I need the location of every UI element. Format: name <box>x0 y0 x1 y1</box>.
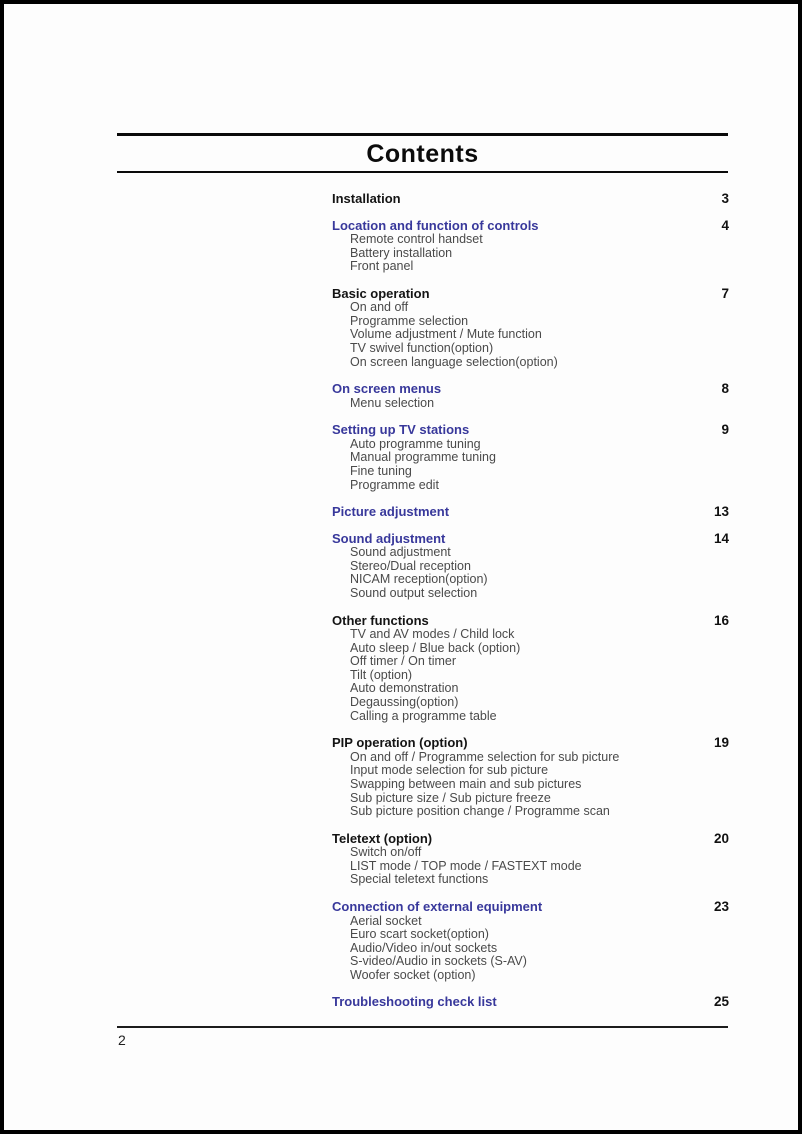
toc-entry <box>332 532 729 546</box>
toc-subitem: NICAM reception(option) <box>350 572 488 587</box>
toc-entry-title: Basic operation <box>332 285 430 301</box>
toc-entry <box>332 736 729 750</box>
toc-section <box>332 423 729 492</box>
toc-subitem: Programme selection <box>350 313 469 328</box>
toc-subitem-list <box>350 751 729 819</box>
toc-entry-title: Troubleshooting check list <box>332 994 497 1010</box>
toc-entry-page-number: 20 <box>713 830 729 846</box>
toc-entry-page-number: 23 <box>713 899 729 914</box>
toc-section <box>332 192 729 206</box>
toc-entry-title: On screen menus <box>332 381 442 397</box>
toc-subitem: On and off / Programme selection for sub picture <box>350 749 620 764</box>
toc-subitem: Aerial socket <box>350 913 422 928</box>
toc-subitem: Auto sleep / Blue back (option) <box>350 640 521 655</box>
toc-section <box>332 505 729 519</box>
toc-entry <box>332 832 729 846</box>
toc-subitem: Sound output selection <box>350 586 478 600</box>
toc-entry-page-number: 25 <box>713 994 729 1010</box>
toc-subitem: Special teletext functions <box>350 872 489 887</box>
toc-entry-page-number: 14 <box>713 530 729 546</box>
toc-subitem: Degaussing(option) <box>350 695 459 710</box>
toc-subitem: Euro scart socket(option) <box>350 927 489 942</box>
toc-section <box>332 832 729 887</box>
toc-section <box>332 219 729 274</box>
toc-entry-title: PIP operation (option) <box>332 735 468 751</box>
toc-section <box>332 900 729 982</box>
toc-section <box>332 736 729 818</box>
toc-subitem: TV and AV modes / Child lock <box>350 627 515 642</box>
toc-subitem: Fine tuning <box>350 464 412 479</box>
toc-subitem-list <box>350 397 729 411</box>
top-rule <box>117 133 728 136</box>
toc-entry-page-number: 8 <box>721 381 729 397</box>
page-title: Contents <box>366 140 479 168</box>
toc-entry <box>332 382 729 396</box>
toc-subitem: On and off <box>350 300 409 315</box>
toc-entry-page-number: 9 <box>721 422 729 438</box>
toc-subitem: Switch on/off <box>350 845 422 860</box>
toc-entry-title: Other functions <box>332 612 429 628</box>
toc-subitem: Sub picture position change / Programme scan <box>350 804 610 819</box>
toc-subitem: Front panel <box>350 259 414 274</box>
toc-subitem: Menu selection <box>350 395 435 410</box>
toc-entry-title: Setting up TV stations <box>332 422 470 438</box>
toc-entry-page-number: 16 <box>713 612 729 628</box>
toc-subitem: Input mode selection for sub picture <box>350 763 549 778</box>
toc-subitem: Programme edit <box>350 477 439 492</box>
toc-subitem: S-video/Audio in sockets (S-AV) <box>350 954 527 969</box>
toc-section <box>332 995 729 1009</box>
toc-subitem-list <box>350 301 729 369</box>
toc-subitem-list <box>350 438 729 492</box>
toc-entry <box>332 614 729 628</box>
table-of-contents <box>332 192 729 1022</box>
toc-subitem: Audio/Video in/out sockets <box>350 940 498 955</box>
toc-entry <box>332 192 729 206</box>
toc-entry-title: Installation <box>332 191 401 206</box>
toc-entry-title: Location and function of controls <box>332 217 539 233</box>
toc-subitem-list <box>350 546 729 600</box>
toc-section <box>332 382 729 410</box>
toc-entry <box>332 900 729 914</box>
toc-subitem: Woofer socket (option) <box>350 967 476 982</box>
toc-subitem: Stereo/Dual reception <box>350 558 471 573</box>
toc-subitem: Sound adjustment <box>350 545 451 560</box>
toc-subitem: Swapping between main and sub pictures <box>350 776 582 791</box>
toc-entry-page-number: 13 <box>713 504 729 520</box>
bottom-rule <box>117 1026 728 1028</box>
toc-entry-title: Picture adjustment <box>332 504 450 520</box>
toc-entry-page-number: 4 <box>721 217 729 233</box>
toc-entry <box>332 995 729 1009</box>
toc-subitem-list <box>350 233 729 274</box>
toc-subitem: LIST mode / TOP mode / FASTEXT mode <box>350 858 582 873</box>
toc-subitem: Auto programme tuning <box>350 436 481 451</box>
toc-entry-title: Connection of external equipment <box>332 899 543 914</box>
toc-entry-page-number: 7 <box>721 285 729 301</box>
toc-entry-title: Sound adjustment <box>332 530 446 546</box>
toc-section <box>332 532 729 601</box>
toc-subitem: TV swivel function(option) <box>350 341 494 356</box>
toc-entry <box>332 219 729 233</box>
toc-entry <box>332 505 729 519</box>
toc-section <box>332 614 729 724</box>
toc-subitem: Off timer / On timer <box>350 654 457 669</box>
toc-entry-title: Teletext (option) <box>332 830 433 846</box>
title-underline-rule <box>117 171 728 173</box>
toc-subitem: Battery installation <box>350 245 453 260</box>
toc-subitem-list <box>350 846 729 887</box>
toc-section <box>332 287 729 369</box>
toc-subitem: Volume adjustment / Mute function <box>350 327 542 342</box>
toc-subitem: Tilt (option) <box>350 667 413 682</box>
toc-entry <box>332 423 729 437</box>
toc-entry-page-number: 3 <box>721 191 729 206</box>
toc-subitem-list <box>350 628 729 723</box>
toc-entry-page-number: 19 <box>713 735 729 751</box>
toc-subitem: On screen language selection(option) <box>350 354 558 369</box>
toc-subitem: Remote control handset <box>350 232 483 246</box>
toc-subitem: Auto demonstration <box>350 681 459 696</box>
toc-subitem: Sub picture size / Sub picture freeze <box>350 790 551 805</box>
toc-entry <box>332 287 729 301</box>
toc-subitem: Calling a programme table <box>350 708 497 723</box>
footer-page-number: 2 <box>118 1032 126 1048</box>
toc-subitem-list <box>350 915 729 983</box>
toc-subitem: Manual programme tuning <box>350 450 496 465</box>
